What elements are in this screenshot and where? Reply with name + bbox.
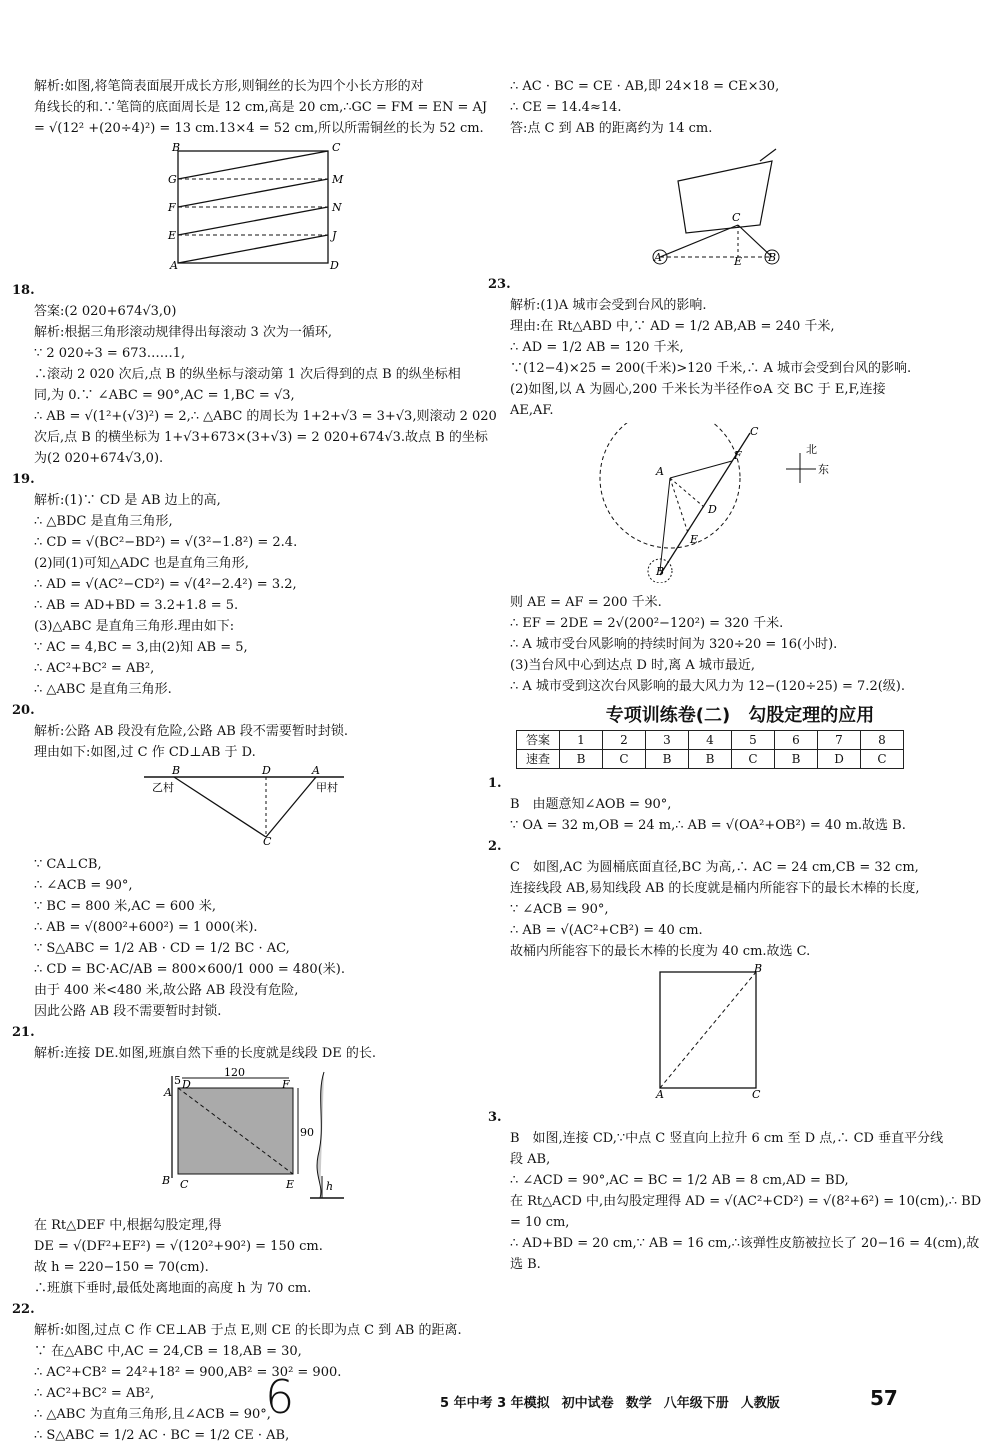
- fig22-label: B: [768, 251, 777, 264]
- text-line: 解析:公路 AB 段没有危险,公路 AB 段不需要暂时封锁.: [34, 724, 349, 739]
- fig20-label: A: [312, 765, 320, 777]
- text-line: ∴班旗下垂时,最低处离地面的高度 h 为 70 cm.: [34, 1281, 312, 1296]
- question-number: 2.: [488, 839, 502, 854]
- answer-number-cell: 6: [775, 731, 818, 750]
- solution-22-cont: [510, 76, 970, 139]
- answer-value-cell: B: [689, 750, 732, 769]
- fig23-label: 东: [818, 463, 829, 476]
- text-line: ∴ AD = 1/2 AB = 120 千米,: [510, 340, 684, 355]
- solution-23-cont: [510, 592, 970, 697]
- answer-table-header: 答案: [517, 731, 560, 750]
- text-line: 答:点 C 到 AB 的距离约为 14 cm.: [510, 121, 713, 136]
- fig2-label: C: [752, 1088, 761, 1098]
- text-line: = √(12² +(20÷4)²) = 13 cm.13×4 = 52 cm,所以所需铜丝的长为 52 cm.: [34, 121, 484, 136]
- text-line: ∴ AB = √(800²+600²) = 1 000(米).: [34, 920, 258, 935]
- answer-table: [516, 730, 904, 769]
- page-number: 57: [870, 1386, 898, 1410]
- text-line: ∵ 在△ABC 中,AC = 24,CB = 18,AB = 30,: [34, 1344, 302, 1359]
- fig21-label: 120: [224, 1066, 245, 1079]
- fig17-label: A: [170, 259, 178, 271]
- text-line: 故桶内所能容下的最长木棒的长度为 40 cm.故选 C.: [510, 944, 811, 959]
- text-line: DE = √(DF²+EF²) = √(120²+90²) = 150 cm.: [34, 1239, 323, 1254]
- text-line: ∴ AD+BD = 20 cm,∵ AB = 16 cm,∴该弹性皮筋被拉长了 20−16 = 4(cm),故: [510, 1236, 980, 1251]
- fig21-label: B: [162, 1174, 171, 1187]
- page-footer: [440, 1392, 792, 1411]
- right-column: [488, 76, 982, 1275]
- fig17-label: F: [168, 201, 176, 214]
- fig17-label: G: [168, 173, 177, 186]
- fig23-label: D: [708, 503, 717, 516]
- text-line: = 10 cm,: [510, 1215, 570, 1230]
- solution-19: [12, 469, 474, 700]
- text-line: ∴滚动 2 020 次后,点 B 的纵坐标与滚动第 1 次后得到的点 B 的纵坐标相: [34, 367, 461, 382]
- text-line: AE,AF.: [510, 403, 554, 418]
- answer-number-cell: 8: [861, 731, 904, 750]
- fig17-label: M: [332, 173, 344, 186]
- fig20-label: B: [172, 765, 181, 777]
- text-line: ∵ CA⊥CB,: [34, 857, 102, 872]
- fig22-label: E: [734, 255, 743, 265]
- solution-17: [34, 76, 488, 139]
- text-line: ∴ AB = AD+BD = 3.2+1.8 = 5.: [34, 598, 239, 613]
- text-line: (2)如图,以 A 为圆心,200 千米长为半径作⊙A 交 BC 于 E,F,连接: [510, 382, 886, 397]
- fig23-label: E: [690, 533, 699, 546]
- answer-number-cell: 2: [603, 731, 646, 750]
- text-line: ∴ CD = √(BC²−BD²) = √(3²−1.8²) = 2.4.: [34, 535, 298, 550]
- fig21-label: A: [164, 1086, 172, 1099]
- answer-table-row-label: 速查: [517, 750, 560, 769]
- text-line: ∴ AD = √(AC²−CD²) = √(4²−2.4²) = 3.2,: [34, 577, 297, 592]
- fig21-label: F: [282, 1078, 290, 1091]
- text-line: 故 h = 220−150 = 70(cm).: [34, 1260, 209, 1275]
- text-line: (3)△ABC 是直角三角形.理由如下:: [34, 619, 235, 634]
- text-line: ∴ CE = 14.4≈14.: [510, 100, 622, 115]
- figure-23-typhoon: [510, 423, 970, 583]
- text-line: ∴ AB = √(AC²+CB²) = 40 cm.: [510, 923, 703, 938]
- fig2-label: B: [754, 964, 763, 975]
- text-line: ∴ AB = √(1²+(√3)²) = 2,∴ △ABC 的周长为 1+2+√3 = 3+√3,则滚动 2 020: [34, 409, 497, 424]
- text-line: ∴ A 城市受到这次台风影响的最大风力为 12−(120÷25) = 7.2(级).: [510, 679, 905, 694]
- solution-1: [488, 773, 970, 836]
- fig23-label: 北: [806, 443, 817, 456]
- text-line: ∵ S△ABC = 1/2 AB · CD = 1/2 BC · AC,: [34, 941, 290, 956]
- fig23-label: B: [656, 565, 665, 578]
- fig21-label: E: [286, 1178, 295, 1191]
- solution-3: [488, 1107, 982, 1275]
- fig17-label: C: [332, 141, 341, 154]
- answer-number-cell: 3: [646, 731, 689, 750]
- fig20-label: C: [263, 835, 272, 845]
- figure-22-cart: [510, 141, 970, 265]
- text-line: 在 Rt△ACD 中,由勾股定理得 AD = √(AC²+CD²) = √(8²+6²) = 10(cm),∴ BD: [510, 1194, 982, 1209]
- text-line: ∴ EF = 2DE = 2√(200²−120²) = 320 千米.: [510, 616, 784, 631]
- fig20-label: D: [262, 765, 271, 777]
- answer-number-cell: 5: [732, 731, 775, 750]
- fig20-label: 甲村: [316, 781, 338, 794]
- text-line: ∵ OA = 32 m,OB = 24 m,∴ AB = √(OA²+OB²) = 40 m.故选 B.: [510, 818, 906, 833]
- text-line: ∴ △ABC 是直角三角形.: [34, 682, 172, 697]
- footer-item: 八年级下册: [663, 1396, 729, 1411]
- text-line: ∴ ∠ACB = 90°,: [34, 878, 133, 893]
- answer-value-cell: B: [775, 750, 818, 769]
- text-line: B 如图,连接 CD,∵中点 C 竖直向上拉升 6 cm 至 D 点,∴ CD 垂直平分线: [510, 1131, 944, 1146]
- handwritten-mark: 6: [265, 1370, 295, 1424]
- answer-number-cell: 1: [560, 731, 603, 750]
- text-line: 答案:(2 020+674√3,0): [34, 304, 177, 319]
- fig2-label: A: [656, 1088, 664, 1098]
- question-number: 22.: [12, 1302, 35, 1317]
- text-line: 解析:连接 DE.如图,班旗自然下垂的长度就是线段 DE 的长.: [34, 1046, 376, 1061]
- section-title: 专项训练卷(二) 勾股定理的应用: [605, 705, 875, 726]
- text-line: ∴ AC²+BC² = AB²,: [34, 1386, 155, 1401]
- text-line: ∵ ∠ACB = 90°,: [510, 902, 609, 917]
- text-line: 解析:(1)∵ CD 是 AB 边上的高,: [34, 493, 221, 508]
- figure-21-flag: [34, 1066, 474, 1206]
- text-line: 段 AB,: [510, 1152, 551, 1167]
- text-line: ∴ ∠ACD = 90°,AC = BC = 1/2 AB = 8 cm,AD = BD,: [510, 1173, 849, 1188]
- question-number: 18.: [12, 283, 35, 298]
- fig21-label: D: [182, 1078, 191, 1091]
- fig17-label: B: [172, 141, 181, 154]
- answer-value-cell: B: [646, 750, 689, 769]
- figure-20-road: [34, 765, 474, 845]
- question-number: 21.: [12, 1025, 35, 1040]
- text-line: B 由题意知∠AOB = 90°,: [510, 797, 672, 812]
- text-line: ∴ △ABC 为直角三角形,且∠ACB = 90°,: [34, 1407, 271, 1422]
- text-line: ∴ A 城市受台风影响的持续时间为 320÷20 = 16(小时).: [510, 637, 838, 652]
- text-line: 则 AE = AF = 200 千米.: [510, 595, 662, 610]
- question-number: 19.: [12, 472, 35, 487]
- solution-22: [12, 1299, 474, 1446]
- fig20-label: 乙村: [152, 781, 174, 794]
- answer-value-cell: C: [603, 750, 646, 769]
- question-number: 20.: [12, 703, 35, 718]
- text-line: 由于 400 米<480 米,故公路 AB 段没有危险,: [34, 983, 299, 998]
- solution-2: [488, 836, 970, 962]
- answer-value-cell: B: [560, 750, 603, 769]
- text-line: ∵ AC = 4,BC = 3,由(2)知 AB = 5,: [34, 640, 248, 655]
- fig21-label: 90: [300, 1126, 314, 1139]
- solution-21: [12, 1022, 474, 1064]
- answer-value-cell: C: [861, 750, 904, 769]
- text-line: ∵ 2 020÷3 = 673……1,: [34, 346, 186, 361]
- fig17-label: J: [332, 229, 337, 242]
- answer-value-cell: C: [732, 750, 775, 769]
- fig23-label: F: [734, 449, 742, 462]
- fig21-label: C: [180, 1178, 189, 1191]
- text-line: 次后,点 B 的横坐标为 1+√3+673×(3+√3) = 2 020+674√3.故点 B 的坐标: [34, 430, 488, 445]
- text-line: ∴ CD = BC·AC/AB = 800×600/1 000 = 480(米).: [34, 962, 345, 977]
- question-number: 23.: [488, 277, 511, 292]
- fig17-label: D: [330, 259, 339, 271]
- text-line: ∵ BC = 800 米,AC = 600 米,: [34, 899, 216, 914]
- fig23-label: C: [750, 425, 759, 438]
- solution-23: [488, 274, 970, 421]
- text-line: 因此公路 AB 段不需要暂时封锁.: [34, 1004, 222, 1019]
- text-line: 为(2 020+674√3,0).: [34, 451, 164, 466]
- text-line: (2)同(1)可知△ADC 也是直角三角形,: [34, 556, 249, 571]
- text-line: 解析:根据三角形滚动规律得出每滚动 3 次为一循环,: [34, 325, 333, 340]
- text-line: ∴ AC²+CB² = 24²+18² = 900,AB² = 30² = 900.: [34, 1365, 342, 1380]
- text-line: ∴ AC · BC = CE · AB,即 24×18 = CE×30,: [510, 79, 780, 94]
- text-line: (3)当台风中心到达点 D 时,离 A 城市最近,: [510, 658, 756, 673]
- text-line: 选 B.: [510, 1257, 541, 1272]
- solution-20-cont: [34, 854, 474, 1022]
- solution-21-cont: [34, 1215, 474, 1299]
- footer-item: 初中试卷: [561, 1396, 614, 1411]
- text-line: 解析:如图,将笔筒表面展开成长方形,则铜丝的长为四个小长方形的对: [34, 79, 424, 94]
- text-line: ∴ AC²+BC² = AB²,: [34, 661, 155, 676]
- fig21-label: 5: [174, 1074, 181, 1087]
- fig17-label: E: [168, 229, 177, 242]
- text-line: ∴ S△ABC = 1/2 AC · BC = 1/2 CE · AB,: [34, 1428, 290, 1443]
- footer-item: 数学: [625, 1396, 652, 1411]
- solution-18: [12, 280, 497, 469]
- fig23-label: A: [656, 465, 664, 478]
- text-line: 角线长的和.∵笔筒的底面周长是 12 cm,高是 20 cm,∴GC = FM = EN = AJ: [34, 100, 488, 115]
- figure-17-cylinder-net: [34, 141, 474, 271]
- text-line: ∴ △BDC 是直角三角形,: [34, 514, 173, 529]
- footer-item: 5 年中考 3 年模拟: [440, 1396, 550, 1411]
- text-line: ∵(12−4)×25 = 200(千米)>120 千米,∴ A 城市会受到台风的影响.: [510, 361, 912, 376]
- question-number: 3.: [488, 1110, 502, 1125]
- question-number: 1.: [488, 776, 502, 791]
- figure-2-bucket: [510, 964, 970, 1098]
- text-line: C 如图,AC 为圆桶底面直径,BC 为高,∴ AC = 24 cm,CB = 32 cm,: [510, 860, 919, 875]
- text-line: 同,为 0.∵ ∠ABC = 90°,AC = 1,BC = √3,: [34, 388, 295, 403]
- fig22-label: A: [654, 251, 662, 264]
- text-line: 在 Rt△DEF 中,根据勾股定理,得: [34, 1218, 222, 1233]
- text-line: 理由:在 Rt△ABD 中,∵ AD = 1/2 AB,AB = 240 千米,: [510, 319, 835, 334]
- answer-number-cell: 7: [818, 731, 861, 750]
- footer-item: 人教版: [740, 1396, 780, 1411]
- text-line: 连接线段 AB,易知线段 AB 的长度就是桶内所能容下的最长木棒的长度,: [510, 881, 920, 896]
- fig21-label: h: [326, 1180, 334, 1193]
- fig22-label: C: [732, 211, 741, 224]
- text-line: 解析:(1)A 城市会受到台风的影响.: [510, 298, 707, 313]
- solution-20: [12, 700, 474, 763]
- text-line: 解析:如图,过点 C 作 CE⊥AB 于点 E,则 CE 的长即为点 C 到 AB 的距离.: [34, 1323, 462, 1338]
- answer-number-cell: 4: [689, 731, 732, 750]
- text-line: 理由如下:如图,过 C 作 CD⊥AB 于 D.: [34, 745, 256, 760]
- fig17-label: N: [332, 201, 342, 214]
- answer-value-cell: D: [818, 750, 861, 769]
